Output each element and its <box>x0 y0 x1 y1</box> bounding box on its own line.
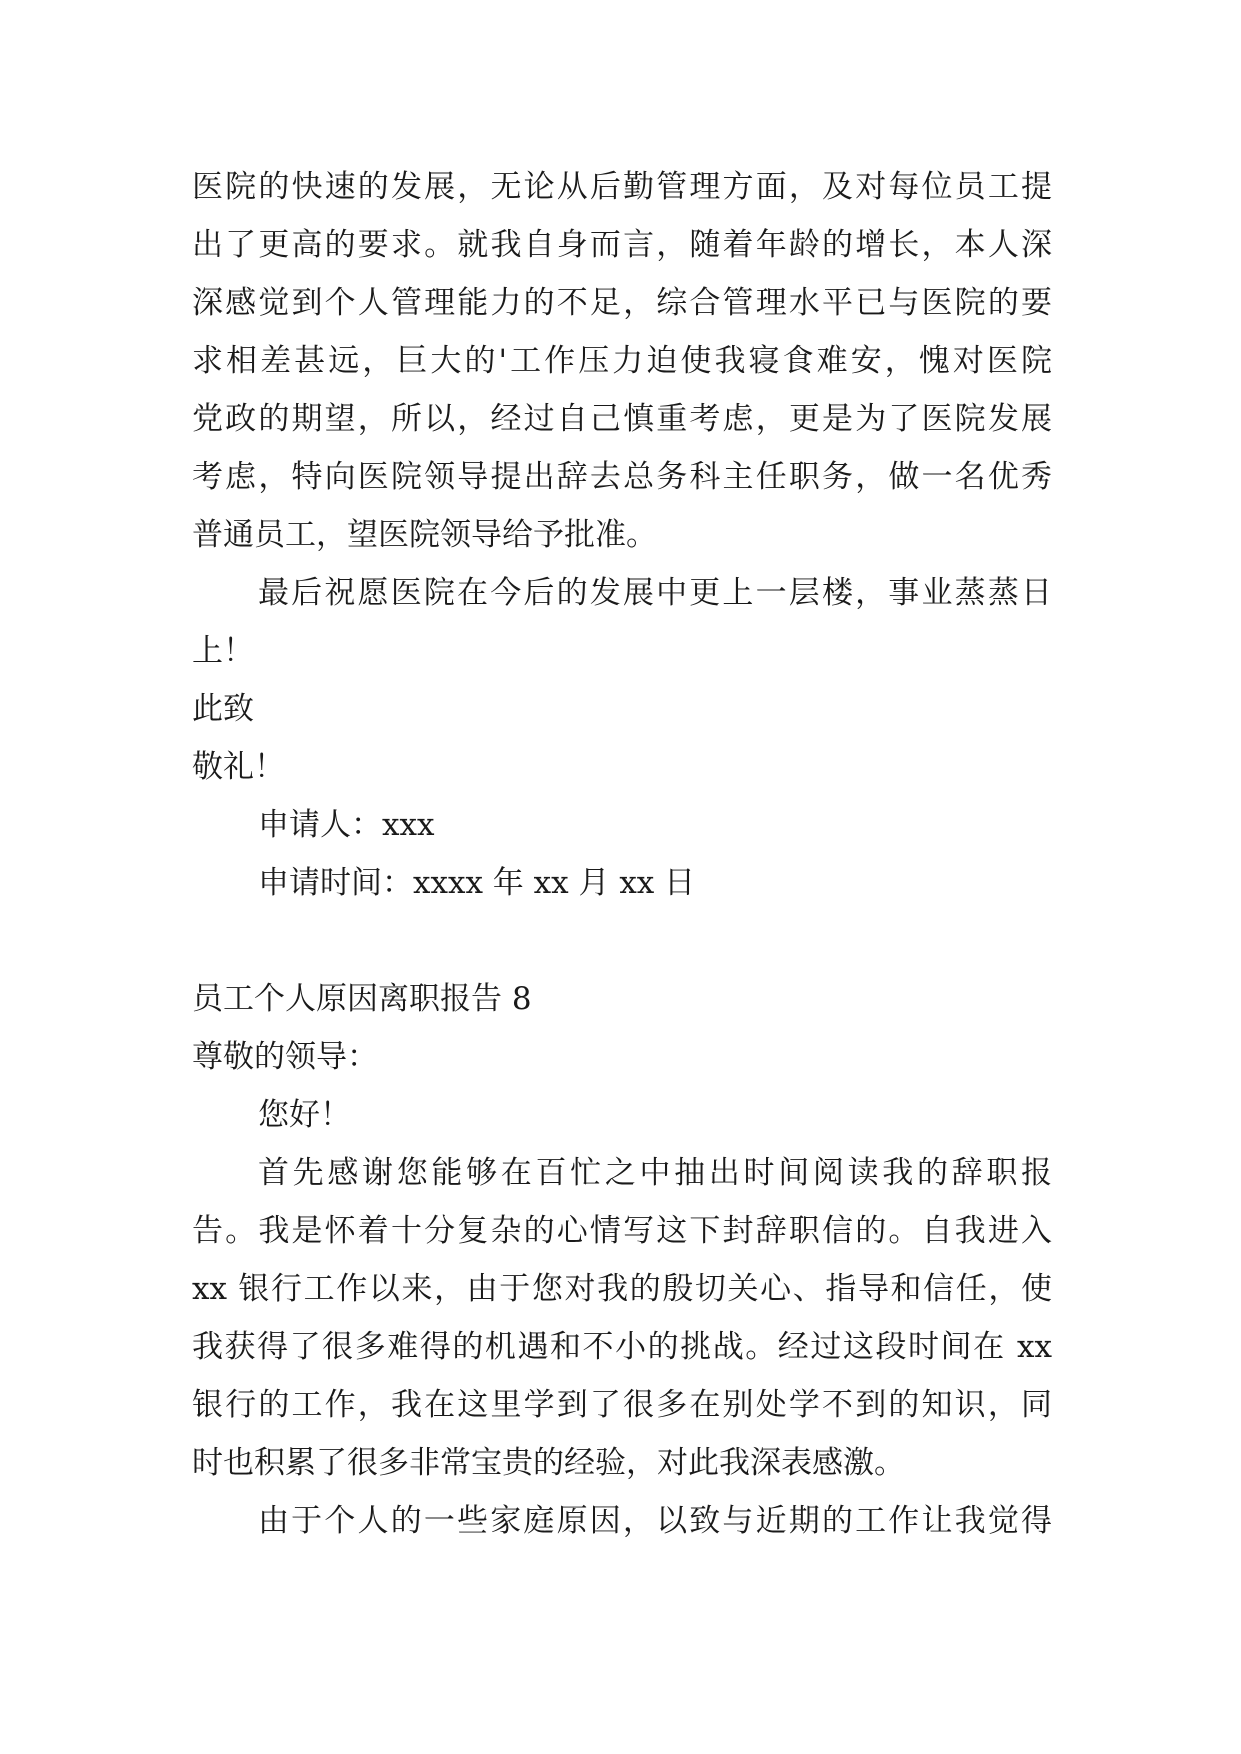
section-spacer <box>192 912 1052 970</box>
section-b-paragraph-1 <box>192 1144 1052 1492</box>
paragraph-line: 普通员工，望医院领导给予批准。 <box>192 517 657 553</box>
paragraph-line: 由于个人的一些家庭原因，以致与近期的工作让我觉得 <box>258 1503 1052 1539</box>
paragraph-line: 上！ <box>192 633 254 669</box>
paragraph-line: 时也积累了很多非常宝贵的经验，对此我深表感激。 <box>192 1445 905 1481</box>
paragraph-line: 告。我是怀着十分复杂的心情写这下封辞职信的。自我进入 <box>192 1213 1052 1249</box>
section-title: 员工个人原因离职报告 8 <box>192 981 532 1017</box>
paragraph-line: 考虑，特向医院领导提出辞去总务科主任职务，做一名优秀 <box>192 459 1052 495</box>
applicant-line: 申请人：xxx <box>258 807 435 843</box>
section-a-paragraph-2 <box>192 564 1052 680</box>
salutation: 尊敬的领导： <box>192 1039 378 1075</box>
paragraph-line: 医院的快速的发展，无论从后勤管理方面，及对每位员工提 <box>192 169 1052 205</box>
paragraph-line: 党政的期望，所以，经过自己慎重考虑，更是为了医院发展 <box>192 401 1052 437</box>
closing-line-1: 此致 <box>192 691 254 727</box>
section-b-paragraph-2 <box>192 1492 1052 1550</box>
paragraph-line: 出了更高的要求。就我自身而言，随着年龄的增长，本人深 <box>192 227 1052 263</box>
paragraph-line: 银行的工作，我在这里学到了很多在别处学不到的知识，同 <box>192 1387 1052 1423</box>
paragraph-line: 求相差甚远，巨大的'工作压力迫使我寝食难安，愧对医院 <box>192 343 1052 379</box>
paragraph-line: 深感觉到个人管理能力的不足，综合管理水平已与医院的要 <box>192 285 1052 321</box>
section-b <box>192 970 1052 1550</box>
paragraph-line: 最后祝愿医院在今后的发展中更上一层楼，事业蒸蒸日 <box>258 575 1052 611</box>
date-line: 申请时间：xxxx 年 xx 月 xx 日 <box>258 865 696 901</box>
greeting: 您好！ <box>258 1097 351 1133</box>
section-a-paragraph-1 <box>192 158 1052 564</box>
closing-line-2: 敬礼！ <box>192 749 285 785</box>
paragraph-line: 我获得了很多难得的机遇和不小的挑战。经过这段时间在 xx <box>192 1329 1052 1365</box>
paragraph-line: xx 银行工作以来，由于您对我的殷切关心、指导和信任，使 <box>192 1271 1052 1307</box>
paragraph-line: 首先感谢您能够在百忙之中抽出时间阅读我的辞职报 <box>258 1155 1052 1191</box>
document-page <box>192 158 1052 1550</box>
section-a <box>192 158 1052 912</box>
